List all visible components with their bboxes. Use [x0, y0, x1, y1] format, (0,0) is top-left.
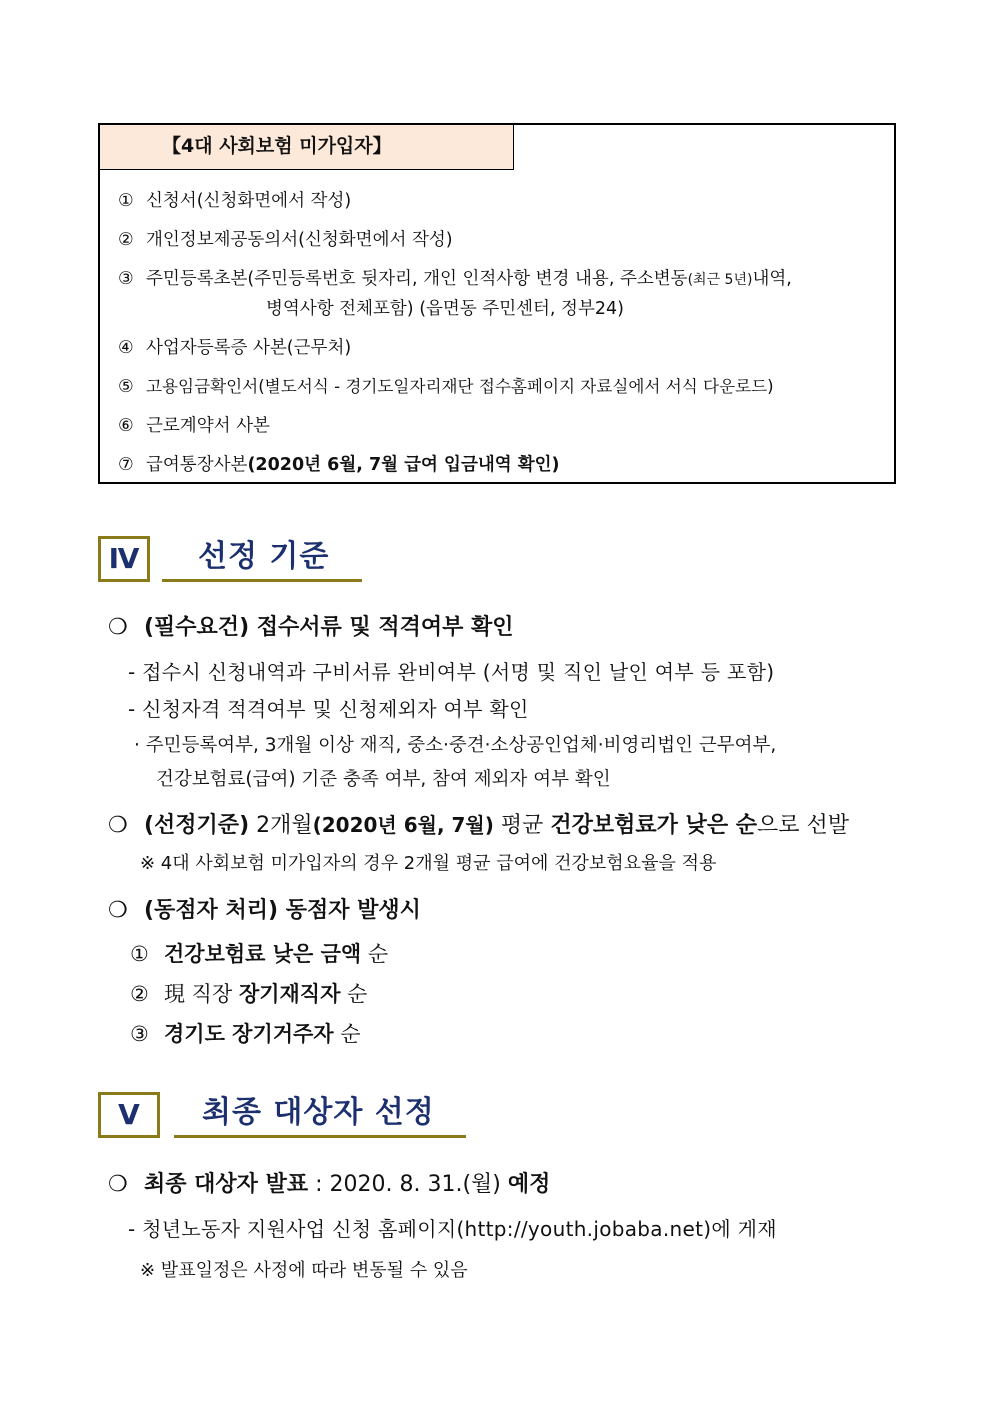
section-5-note-1: ※ 발표일정은 사정에 따라 변동될 수 있음 [140, 1260, 468, 1281]
section-5-title: 최종 대상자 선정 [174, 1092, 466, 1138]
box-item-6: ⑥ 근로계약서 사본 [118, 416, 270, 436]
required-documents-box [98, 123, 896, 484]
section-4-dash-1: - 접수시 신청내역과 구비서류 완비여부 (서명 및 직인 날인 여부 등 포함) [128, 660, 775, 684]
section-4-note-1: ※ 4대 사회보험 미가입자의 경우 2개월 평균 급여에 건강보험요율을 적용 [140, 853, 717, 874]
section-4-bullet-2: ❍ (선정기준) 2개월(2020년 6월, 7월) 평균 건강보험료가 낮은 순으로 선발 [108, 813, 849, 838]
box-title: 【4대 사회보험 미가입자】 [100, 125, 514, 170]
section-5-bullet-1: ❍ 최종 대상자 발표 : 2020. 8. 31.(월) 예정 [108, 1172, 551, 1197]
section-4-bullet-3: ❍ (동점자 처리) 동점자 발생시 [108, 898, 421, 923]
section-4-dot-1-continued: 건강보험료(급여) 기준 충족 여부, 참여 제외자 여부 확인 [156, 769, 611, 790]
section-4-number: Ⅳ [98, 536, 150, 582]
box-item-3-continued: 병역사항 전체포함) (읍면동 주민센터, 정부24) [266, 299, 624, 319]
tiebreak-item-1: ① 건강보험료 낮은 금액 순 [130, 942, 389, 966]
tiebreak-item-3: ③ 경기도 장기거주자 순 [130, 1022, 361, 1046]
section-4-dot-1: · 주민등록여부, 3개월 이상 재직, 중소·중견·소상공인업체·비영리법인 근무여부, [134, 735, 777, 756]
tiebreak-item-2: ② 現 직장 장기재직자 순 [130, 982, 368, 1006]
box-item-2: ② 개인정보제공동의서(신청화면에서 작성) [118, 230, 453, 250]
box-item-5: ⑤ 고용임금확인서(별도서식 - 경기도일자리재단 접수홈페이지 자료실에서 서식 다운로드) [118, 377, 774, 397]
box-item-1: ① 신청서(신청화면에서 작성) [118, 191, 352, 211]
section-5-dash-1: - 청년노동자 지원사업 신청 홈페이지(http://youth.jobaba.net)에 게재 [128, 1217, 777, 1241]
box-item-3: ③ 주민등록초본(주민등록번호 뒷자리, 개인 인적사항 변경 내용, 주소변동(최근 5년)내역, [118, 269, 792, 289]
section-4-title: 선정 기준 [162, 536, 362, 582]
box-item-7: ⑦ 급여통장사본(2020년 6월, 7월 급여 입금내역 확인) [118, 455, 560, 475]
box-item-4: ④ 사업자등록증 사본(근무처) [118, 338, 352, 358]
section-4-bullet-1: ❍ (필수요건) 접수서류 및 적격여부 확인 [108, 615, 514, 640]
section-5-number: Ⅴ [98, 1092, 160, 1138]
section-4-dash-2: - 신청자격 적격여부 및 신청제외자 여부 확인 [128, 697, 529, 721]
